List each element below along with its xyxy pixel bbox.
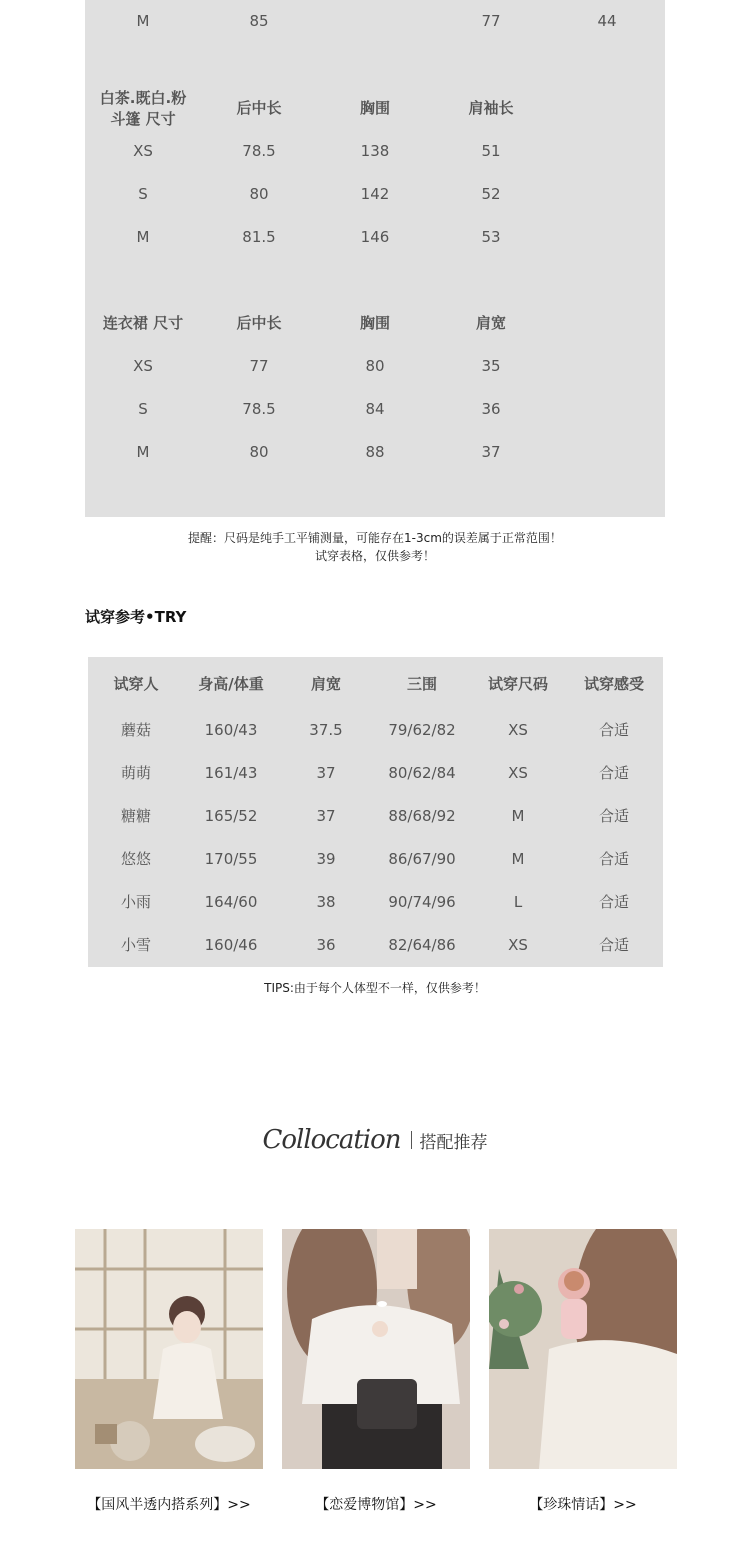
- cape-cell: 146: [360, 228, 390, 246]
- try-cell: 糖糖: [120, 807, 151, 825]
- try-cell: 合适: [598, 764, 629, 782]
- dress-header: 肩宽: [475, 314, 506, 332]
- try-section-title: 试穿参考•TRY: [85, 608, 187, 626]
- dress-table-title: 连衣裙 尺寸: [102, 314, 184, 332]
- try-cell: 86/67/90: [388, 850, 456, 868]
- dress-cell: 80: [365, 357, 385, 375]
- cape-cell: 52: [481, 185, 501, 203]
- try-cell: 39: [316, 850, 336, 868]
- cape-cell: 80: [249, 185, 269, 203]
- tips-note: TIPS:由于每个人体型不一样，仅供参考！: [264, 981, 486, 995]
- try-cell: 161/43: [204, 764, 258, 782]
- reference-note: 试穿表格，仅供参考！: [314, 549, 435, 563]
- cape-cell: 81.5: [242, 228, 276, 246]
- try-cell: 合适: [598, 936, 629, 954]
- try-header: 试穿人: [113, 675, 159, 693]
- cape-cell: 78.5: [242, 142, 276, 160]
- try-cell: 160/43: [204, 721, 258, 739]
- collocation-photo-2[interactable]: [282, 1229, 470, 1469]
- photo-image: [75, 1229, 263, 1469]
- size-chart-panel: [85, 0, 665, 517]
- collocation-title: 搭配推荐: [419, 1132, 488, 1153]
- try-cell: 164/60: [204, 893, 258, 911]
- try-cell: 79/62/82: [388, 721, 456, 739]
- try-cell: 80/62/84: [388, 764, 456, 782]
- collocation-link-1[interactable]: 【国风半透内搭系列】>>: [87, 1497, 251, 1513]
- try-on-table: [88, 657, 663, 967]
- dress-cell: XS: [133, 357, 153, 375]
- divider: [411, 1131, 412, 1149]
- try-cell: 悠悠: [120, 850, 151, 868]
- try-cell: 170/55: [204, 850, 258, 868]
- try-cell: 90/74/96: [388, 893, 456, 911]
- try-cell: 37: [316, 807, 336, 825]
- collocation-photo-3[interactable]: [489, 1229, 677, 1469]
- try-cell: 合适: [598, 850, 629, 868]
- try-cell: 165/52: [204, 807, 258, 825]
- cape-cell: 51: [481, 142, 501, 160]
- dress-header: 后中长: [236, 314, 282, 332]
- photo-image: [489, 1229, 677, 1469]
- cape-header: 肩袖长: [468, 99, 514, 117]
- try-header: 试穿感受: [583, 675, 644, 693]
- size-cell: 85: [249, 12, 269, 30]
- cape-cell: S: [138, 185, 148, 203]
- dress-cell: 35: [481, 357, 501, 375]
- cape-cell: M: [136, 228, 150, 246]
- collocation-photo-1[interactable]: [75, 1229, 263, 1469]
- dress-cell: M: [136, 443, 150, 461]
- try-cell: 小雨: [120, 893, 151, 911]
- cape-table-title: 白茶.既白.粉 斗篷 尺寸: [99, 89, 187, 128]
- try-cell: 合适: [598, 807, 629, 825]
- try-header: 身高/体重: [198, 675, 264, 693]
- cape-cell: 138: [360, 142, 390, 160]
- try-cell: 82/64/86: [388, 936, 456, 954]
- try-cell: 蘑菇: [120, 721, 151, 739]
- try-cell: 合适: [598, 721, 629, 739]
- dress-cell: 37: [481, 443, 501, 461]
- try-cell: XS: [508, 721, 528, 739]
- try-cell: M: [511, 807, 525, 825]
- cape-cell: XS: [133, 142, 153, 160]
- try-cell: 160/46: [204, 936, 258, 954]
- try-cell: L: [513, 893, 523, 911]
- dress-cell: 78.5: [242, 400, 276, 418]
- dress-cell: S: [138, 400, 148, 418]
- dress-cell: 36: [481, 400, 501, 418]
- try-cell: 37.5: [309, 721, 343, 739]
- try-cell: XS: [508, 936, 528, 954]
- photo-image: [282, 1229, 470, 1469]
- cape-cell: 53: [481, 228, 501, 246]
- try-cell: 36: [316, 936, 336, 954]
- try-header: 试穿尺码: [487, 675, 548, 693]
- try-header: 三围: [406, 675, 437, 693]
- dress-cell: 80: [249, 443, 269, 461]
- try-cell: 合适: [598, 893, 629, 911]
- try-cell: 88/68/92: [388, 807, 456, 825]
- dress-cell: 77: [249, 357, 269, 375]
- collocation-script-title: Collocation: [262, 1125, 401, 1155]
- cape-header: 后中长: [236, 99, 282, 117]
- collocation-link-3[interactable]: 【珍珠情话】>>: [529, 1497, 637, 1513]
- try-cell: 37: [316, 764, 336, 782]
- collocation-link-2[interactable]: 【恋爱博物馆】>>: [315, 1497, 437, 1513]
- try-cell: 萌萌: [120, 764, 151, 782]
- size-cell: M: [136, 12, 150, 30]
- size-cell: 44: [597, 12, 617, 30]
- dress-cell: 88: [365, 443, 385, 461]
- measurement-note: 提醒：尺码是纯手工平铺测量，可能存在1-3cm的误差属于正常范围！: [188, 531, 562, 545]
- try-cell: 38: [316, 893, 336, 911]
- cape-header: 胸围: [359, 99, 390, 117]
- cape-cell: 142: [360, 185, 390, 203]
- try-cell: 小雪: [120, 936, 151, 954]
- dress-header: 胸围: [359, 314, 390, 332]
- size-cell: 77: [481, 12, 501, 30]
- try-cell: XS: [508, 764, 528, 782]
- dress-cell: 84: [365, 400, 385, 418]
- try-header: 肩宽: [310, 675, 341, 693]
- try-cell: M: [511, 850, 525, 868]
- collocation-heading: [0, 1118, 750, 1162]
